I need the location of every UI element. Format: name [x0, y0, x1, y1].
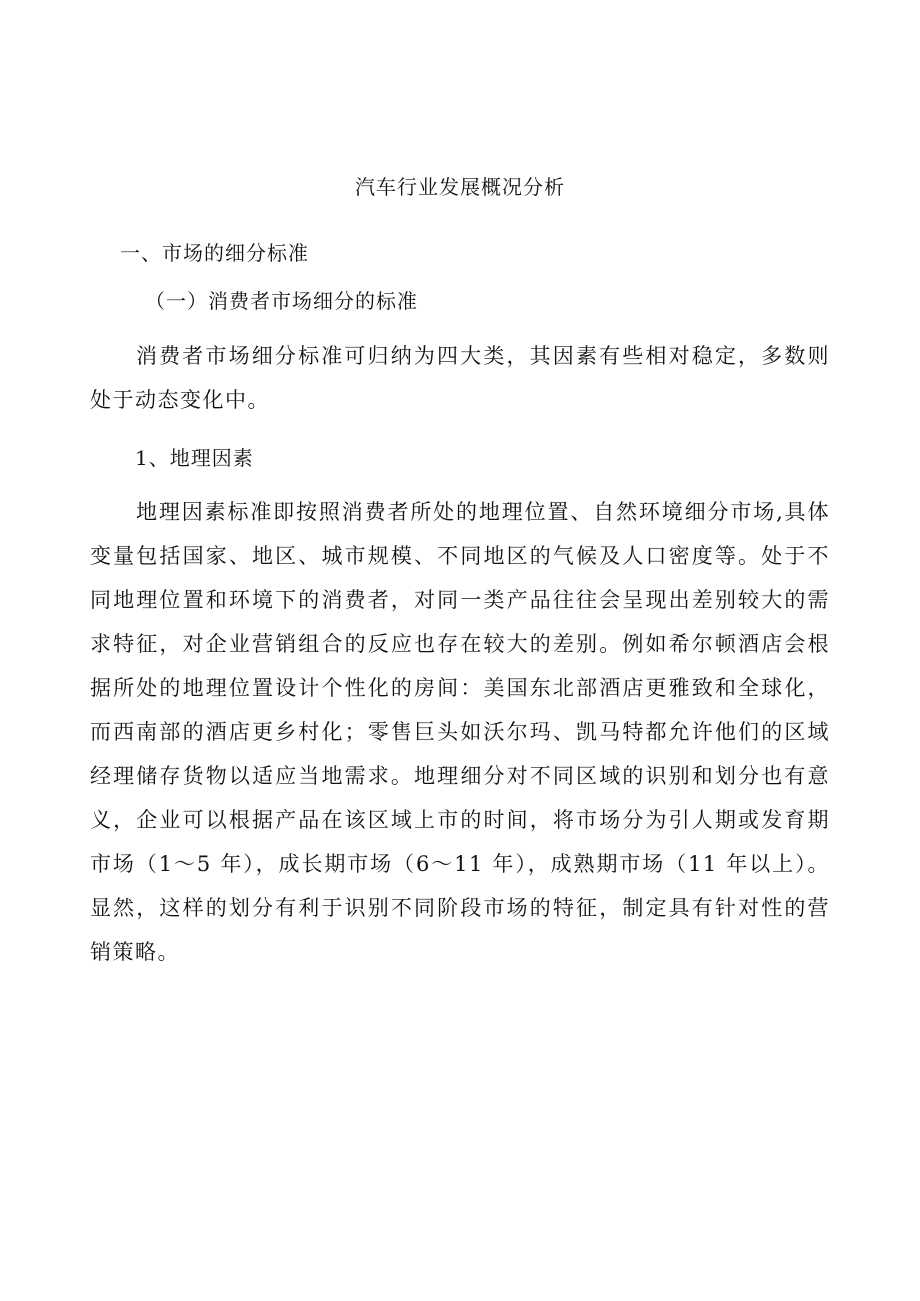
- section-heading: 一、市场的细分标准: [120, 241, 309, 265]
- paragraph-geographic: 地理因素标准即按照消费者所处的地理位置、自然环境细分市场,具体变量包括国家、地区、城市规模、不同地区的气候及人口密度等。处于不同地理位置和环境下的消费者，对同一类产品往往会呈现出差别较大的需求特征，对企业营销组合的反应也存在较大的差别。例如希尔顿酒店会根据所处的地理位置设计个性化的房间：美国东北部酒店更雅致和全球化，而西南部的酒店更乡村化；零售巨头如沃尔玛、凯马特都允许他们的区域经理储存货物以适应当地需求。地理细分对不同区域的识别和划分也有意义，企业可以根据产品在该区域上市的时间，将市场分为引人期或发育期市场（1～5 年），成长期市场（6～11 年），成熟期市场（11 年以上）。显然，这样的划分有利于识别不同阶段市场的特征，制定具有针对性的营销策略。: [90, 500, 830, 964]
- item-heading: 1、地理因素: [135, 446, 254, 470]
- subsection-heading: （一）消费者市场细分的标准: [145, 289, 418, 313]
- document-title: 汽车行业发展概况分析: [355, 175, 565, 199]
- paragraph-intro: 消费者市场细分标准可归纳为四大类，其因素有些相对稳定，多数则处于动态变化中。: [90, 344, 830, 412]
